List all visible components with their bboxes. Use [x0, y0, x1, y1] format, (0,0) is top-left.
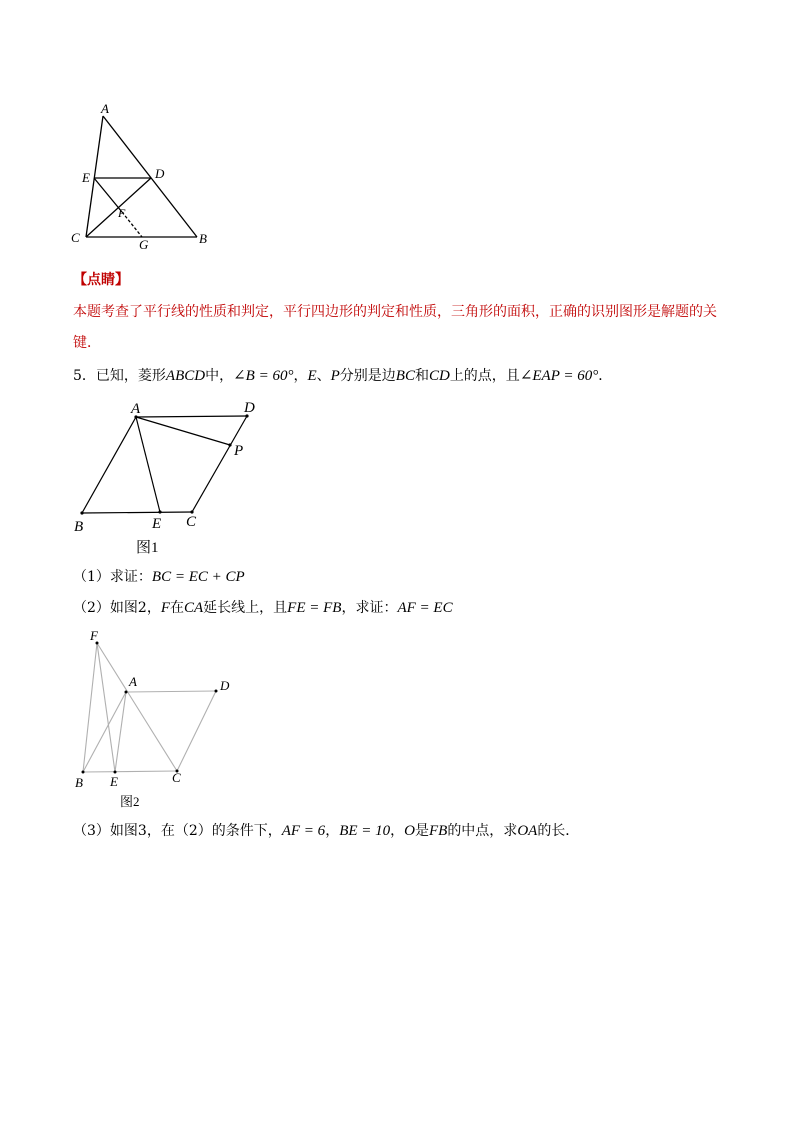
- segment-FB: [83, 643, 97, 772]
- segment-FC: [97, 643, 177, 771]
- label-E: E: [152, 516, 162, 532]
- segment-AP: [136, 417, 230, 445]
- label-D: D: [244, 400, 255, 416]
- segment-AD: [136, 416, 247, 417]
- figure-2: [68, 626, 248, 812]
- figure-2-caption: 图2: [120, 794, 140, 809]
- label-B: B: [75, 775, 83, 790]
- segment-AB: [83, 692, 126, 772]
- dianjing-heading: 【点睛】: [73, 272, 129, 288]
- label-B: B: [74, 519, 84, 535]
- label-A: A: [101, 101, 109, 116]
- figure-triangle-top: [60, 96, 220, 256]
- label-C: C: [172, 770, 181, 785]
- question-5-part-1: （1）求证：BC = EC + CP: [73, 569, 245, 585]
- dianjing-text-line1: 本题考查了平行线的性质和判定，平行四边形的判定和性质，三角形的面积，正确的识别图形是解题的关: [73, 304, 717, 320]
- figure-2-svg: [68, 626, 248, 812]
- label-P: P: [234, 443, 244, 459]
- question-5-part-2: （2）如图2，F在CA延长线上，且FE = FB，求证：AF = EC: [73, 600, 453, 616]
- question-5-part-3: （3）如图3，在（2）的条件下，AF = 6，BE = 10，O是FB的中点，求OA的长．: [73, 823, 580, 839]
- label-A: A: [129, 674, 137, 689]
- figure-1-svg: [64, 394, 274, 560]
- label-E: E: [82, 170, 90, 185]
- label-D: D: [220, 678, 230, 693]
- label-F: F: [118, 206, 126, 220]
- label-D: D: [155, 166, 165, 181]
- question-number: 5．: [73, 368, 96, 384]
- segment-BC: [82, 512, 192, 513]
- dianjing-text-line2: 键．: [73, 335, 101, 351]
- segment-DC: [192, 416, 247, 512]
- segment-BC: [83, 771, 177, 772]
- question-5-stem: 5．已知，菱形ABCD中，∠B = 60°，E、P分别是边BC和CD上的点，且∠EAP = 60°．: [73, 368, 613, 384]
- label-B: B: [199, 231, 207, 246]
- segment-AE: [136, 417, 160, 512]
- figure-1-rhombus: [64, 394, 274, 560]
- figure-triangle-top-svg: [60, 96, 220, 256]
- label-F: F: [90, 628, 98, 643]
- label-G: G: [139, 237, 149, 252]
- segment-AB: [82, 417, 136, 513]
- label-C: C: [186, 514, 197, 530]
- segment-AE: [115, 692, 126, 772]
- segment-DC: [177, 691, 216, 771]
- segment-AD: [126, 691, 216, 692]
- segment-FE: [97, 643, 115, 772]
- label-C: C: [71, 230, 80, 245]
- label-E: E: [110, 774, 118, 789]
- label-A: A: [131, 401, 141, 417]
- figure-1-caption: 图1: [136, 540, 159, 556]
